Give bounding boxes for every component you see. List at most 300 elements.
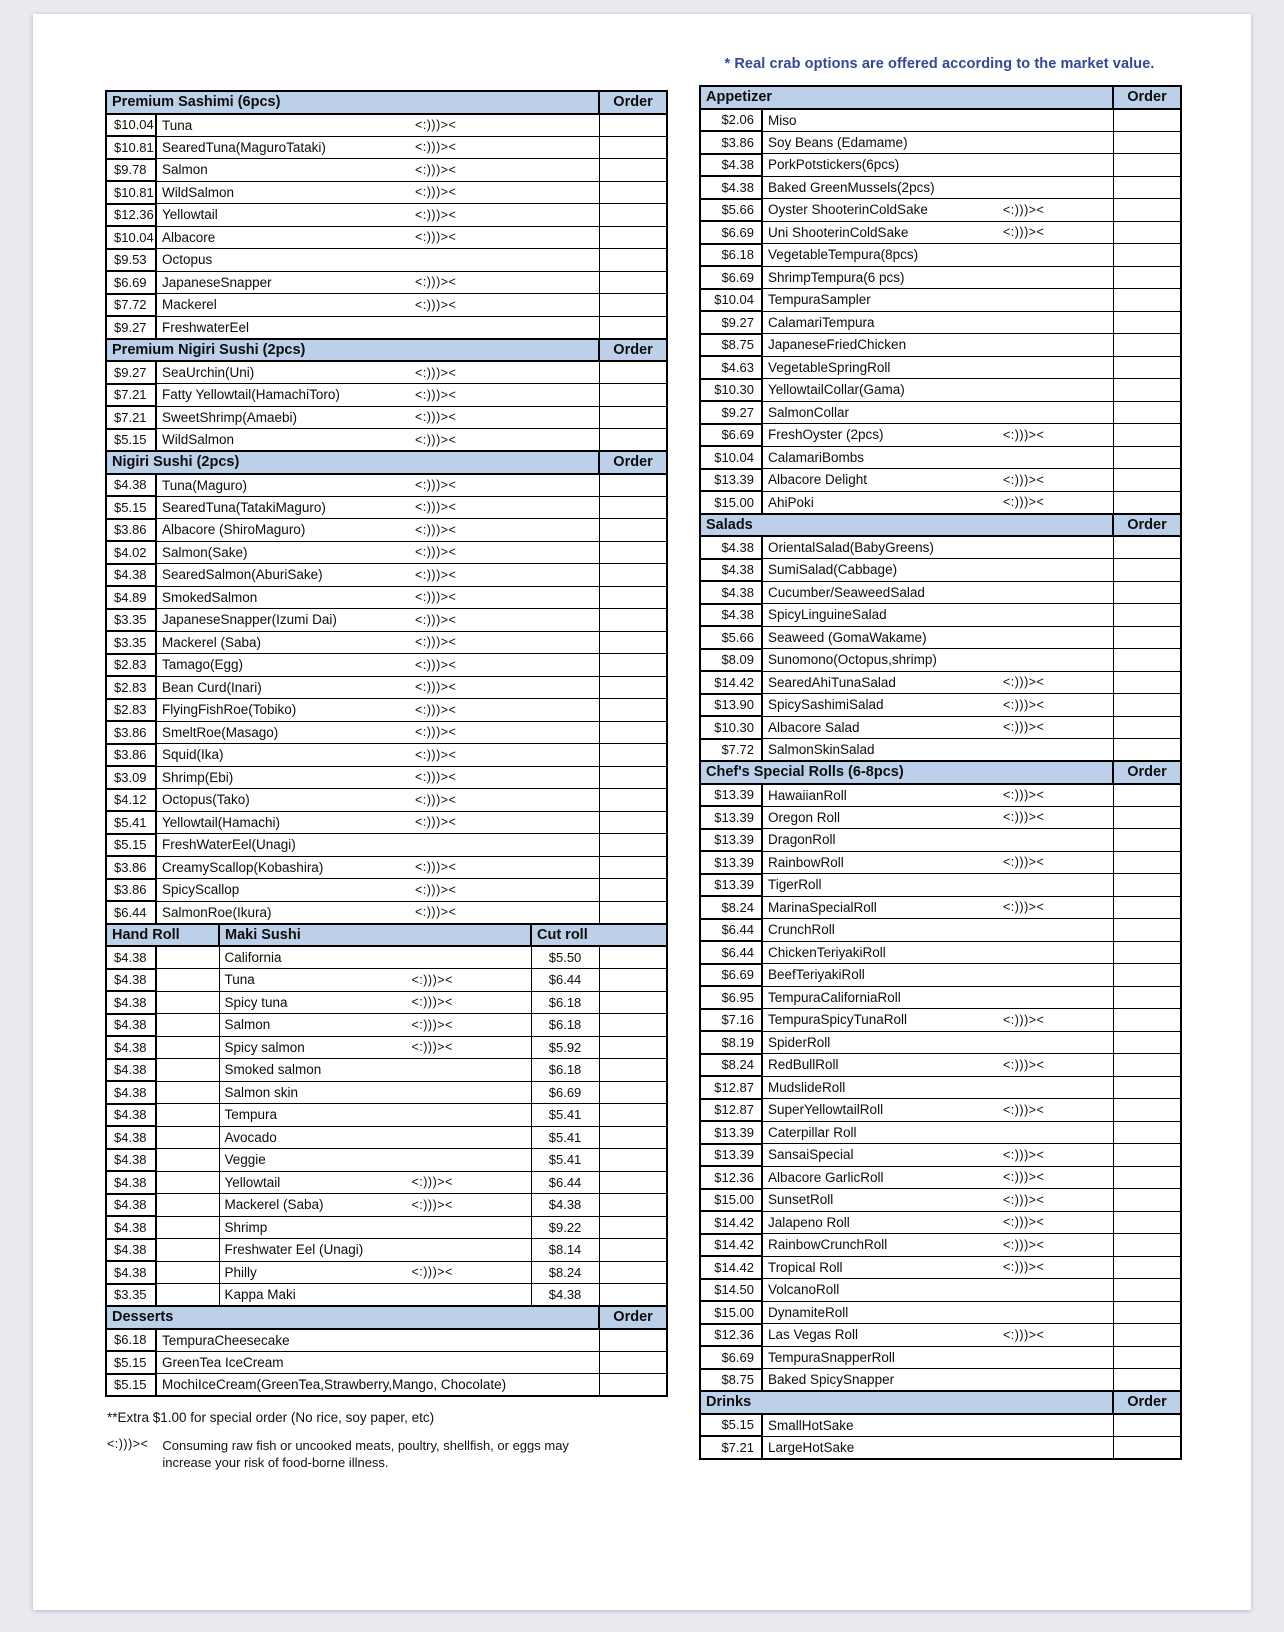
order-cell[interactable] <box>599 1239 667 1262</box>
order-cell[interactable] <box>1113 1189 1181 1212</box>
order-cell[interactable] <box>1113 649 1181 672</box>
item-name: SearedAhiTunaSalad <box>768 674 896 690</box>
order-cell[interactable] <box>1113 941 1181 964</box>
item-name: Tuna <box>224 972 255 988</box>
cut-roll-price-cell: $6.69 <box>531 1081 599 1104</box>
price-cell: $6.44 <box>700 919 762 942</box>
item-name: TigerRoll <box>768 877 822 893</box>
order-cell[interactable] <box>1113 964 1181 987</box>
order-cell[interactable] <box>599 519 667 542</box>
order-cell[interactable] <box>1113 1099 1181 1122</box>
menu-item-row <box>700 671 1181 694</box>
item-cell <box>762 401 1113 424</box>
price-cell: $3.86 <box>700 131 762 154</box>
item-cell <box>762 1301 1113 1324</box>
item-cell <box>762 446 1113 469</box>
item-cell <box>219 1059 531 1082</box>
order-cell[interactable] <box>599 766 667 789</box>
price-cell: $6.69 <box>700 964 762 987</box>
order-cell[interactable] <box>599 879 667 902</box>
order-header: Order <box>1113 514 1181 537</box>
hand-roll-price-cell: $4.38 <box>106 1126 156 1149</box>
fish-icon: <:)))>< <box>1003 788 1045 802</box>
cut-roll-price-cell: $6.44 <box>531 1171 599 1194</box>
item-name: Yellowtail(Hamachi) <box>162 814 281 830</box>
order-cell[interactable] <box>599 1014 667 1037</box>
menu-item-row <box>106 181 667 204</box>
order-cell[interactable] <box>1113 626 1181 649</box>
fish-icon: <:)))>< <box>1003 1215 1045 1230</box>
order-cell[interactable] <box>599 609 667 632</box>
hand-roll-price-cell: $4.38 <box>106 1036 156 1059</box>
item-cell <box>156 361 599 384</box>
item-cell <box>219 1104 531 1127</box>
menu-item-row <box>106 204 667 227</box>
item-name: Sunomono(Octopus,shrimp) <box>768 652 937 668</box>
price-cell: $15.00 <box>700 491 762 514</box>
price-cell: $5.15 <box>106 496 156 519</box>
price-cell: $8.75 <box>700 334 762 357</box>
item-name: SpiderRoll <box>768 1034 831 1050</box>
price-cell: $6.69 <box>700 424 762 447</box>
hand-roll-price-cell: $3.35 <box>106 1284 156 1307</box>
maki-item-row <box>106 1126 667 1149</box>
price-cell: $8.24 <box>700 896 762 919</box>
order-cell[interactable] <box>1113 401 1181 424</box>
price-cell: $2.83 <box>106 699 156 722</box>
menu-item-row <box>106 361 667 384</box>
hand-roll-price-cell: $4.38 <box>106 1239 156 1262</box>
item-cell <box>156 609 599 632</box>
order-cell[interactable] <box>599 159 667 182</box>
order-cell[interactable] <box>599 226 667 249</box>
cut-roll-price-cell: $8.14 <box>531 1239 599 1262</box>
menu-item-row <box>700 424 1181 447</box>
menu-item-row <box>700 469 1181 492</box>
menu-item-row <box>700 1121 1181 1144</box>
cut-roll-price-cell: $5.41 <box>531 1126 599 1149</box>
order-cell[interactable] <box>599 901 667 924</box>
order-cell[interactable] <box>599 1104 667 1127</box>
fish-icon: <:)))>< <box>415 207 457 222</box>
order-cell[interactable] <box>599 204 667 227</box>
spacer-cell <box>156 1059 219 1082</box>
order-cell[interactable] <box>599 1351 667 1374</box>
item-name: TempuraSnapperRoll <box>768 1349 895 1365</box>
fish-icon: <:)))>< <box>411 1265 453 1280</box>
item-cell <box>762 739 1113 762</box>
price-cell: $5.66 <box>700 626 762 649</box>
order-cell[interactable] <box>1113 829 1181 852</box>
item-name: Uni ShooterinColdSake <box>768 224 909 240</box>
order-cell[interactable] <box>1113 851 1181 874</box>
order-cell[interactable] <box>1113 1346 1181 1369</box>
order-cell[interactable] <box>599 361 667 384</box>
item-name: VegetableSpringRoll <box>768 359 891 375</box>
item-name: CalamariTempura <box>768 314 875 330</box>
order-cell[interactable] <box>599 564 667 587</box>
order-cell[interactable] <box>599 316 667 339</box>
order-cell[interactable] <box>1113 1234 1181 1257</box>
order-header: Order <box>1113 1391 1181 1414</box>
menu-item-row <box>700 851 1181 874</box>
menu-item-row <box>106 541 667 564</box>
order-cell[interactable] <box>599 1171 667 1194</box>
price-cell: $15.00 <box>700 1301 762 1324</box>
menu-item-row <box>106 811 667 834</box>
menu-item-row <box>700 379 1181 402</box>
cut-roll-price-cell: $5.92 <box>531 1036 599 1059</box>
order-cell[interactable] <box>599 1149 667 1172</box>
item-name: HawaiianRoll <box>768 787 847 803</box>
item-cell <box>762 1436 1113 1459</box>
maki-item-row <box>106 1239 667 1262</box>
item-cell <box>156 541 599 564</box>
order-cell[interactable] <box>1113 671 1181 694</box>
price-cell: $4.12 <box>106 789 156 812</box>
price-cell: $3.09 <box>106 766 156 789</box>
price-cell: $10.30 <box>700 379 762 402</box>
item-name: DynamiteRoll <box>768 1304 849 1320</box>
cut-roll-price-cell: $5.50 <box>531 946 599 969</box>
fish-icon: <:)))>< <box>415 725 457 740</box>
right-menu-column <box>699 56 1180 1460</box>
order-cell[interactable] <box>1113 469 1181 492</box>
order-cell[interactable] <box>1113 874 1181 897</box>
order-cell[interactable] <box>1113 986 1181 1009</box>
fish-icon: <:)))>< <box>1003 1260 1045 1275</box>
order-cell[interactable] <box>599 136 667 159</box>
item-cell <box>762 604 1113 627</box>
order-cell[interactable] <box>1113 784 1181 807</box>
order-cell[interactable] <box>1113 739 1181 762</box>
price-cell: $10.30 <box>700 716 762 739</box>
price-cell: $9.27 <box>106 361 156 384</box>
cut-roll-price-cell: $4.38 <box>531 1284 599 1307</box>
maki-item-row <box>106 1036 667 1059</box>
menu-page <box>33 14 1251 1610</box>
maki-item-row <box>106 1194 667 1217</box>
maki-item-row <box>106 1216 667 1239</box>
price-cell: $7.72 <box>700 739 762 762</box>
order-cell[interactable] <box>599 676 667 699</box>
cut-roll-price-cell: $6.18 <box>531 1059 599 1082</box>
fish-icon: <:)))>< <box>1003 855 1045 870</box>
item-name: YellowtailCollar(Gama) <box>768 382 905 398</box>
order-header: Order <box>599 451 667 474</box>
order-cell[interactable] <box>1113 446 1181 469</box>
section-header-row <box>106 1306 667 1329</box>
order-cell[interactable] <box>599 991 667 1014</box>
hand-roll-price-cell: $4.38 <box>106 1014 156 1037</box>
menu-item-row <box>700 739 1181 762</box>
menu-item-row <box>700 1346 1181 1369</box>
order-cell[interactable] <box>1113 536 1181 559</box>
order-cell[interactable] <box>599 834 667 857</box>
spacer-cell <box>156 1261 219 1284</box>
item-cell <box>219 1284 531 1307</box>
price-cell: $4.02 <box>106 541 156 564</box>
order-cell[interactable] <box>1113 334 1181 357</box>
item-name: Salmon <box>224 1017 271 1033</box>
item-name: SpicySashimiSalad <box>768 697 884 713</box>
price-cell: $13.39 <box>700 469 762 492</box>
price-cell: $6.44 <box>106 901 156 924</box>
item-name: Albacore GarlicRoll <box>768 1169 884 1185</box>
price-cell: $13.39 <box>700 851 762 874</box>
order-cell[interactable] <box>599 631 667 654</box>
order-cell[interactable] <box>599 496 667 519</box>
menu-item-row <box>700 874 1181 897</box>
item-cell <box>156 249 599 272</box>
order-cell[interactable] <box>599 384 667 407</box>
order-cell[interactable] <box>1113 896 1181 919</box>
order-cell[interactable] <box>1113 1054 1181 1077</box>
menu-item-row <box>106 316 667 339</box>
order-cell[interactable] <box>1113 266 1181 289</box>
order-header: Order <box>599 339 667 362</box>
item-cell <box>762 919 1113 942</box>
fish-icon: <:)))>< <box>1003 495 1045 509</box>
order-cell[interactable] <box>599 1194 667 1217</box>
price-cell: $3.86 <box>106 519 156 542</box>
order-cell[interactable] <box>1113 199 1181 222</box>
order-cell[interactable] <box>599 1261 667 1284</box>
order-cell[interactable] <box>599 271 667 294</box>
price-cell: $15.00 <box>700 1189 762 1212</box>
item-cell <box>156 676 599 699</box>
order-cell[interactable] <box>1113 1301 1181 1324</box>
order-cell[interactable] <box>1113 919 1181 942</box>
fish-icon: <:)))>< <box>415 118 457 132</box>
spacer-cell <box>156 1014 219 1037</box>
hand-roll-price-cell: $4.38 <box>106 1171 156 1194</box>
order-cell[interactable] <box>599 294 667 317</box>
item-cell <box>219 1261 531 1284</box>
item-cell <box>762 716 1113 739</box>
item-name: WildSalmon <box>162 184 235 200</box>
item-cell <box>762 1054 1113 1077</box>
order-cell[interactable] <box>599 406 667 429</box>
menu-item-row <box>106 496 667 519</box>
order-cell[interactable] <box>599 969 667 992</box>
price-cell: $6.18 <box>700 244 762 267</box>
order-cell[interactable] <box>1113 356 1181 379</box>
order-cell[interactable] <box>599 856 667 879</box>
price-cell: $3.86 <box>106 721 156 744</box>
price-cell: $14.42 <box>700 1256 762 1279</box>
hand-roll-price-cell: $4.38 <box>106 991 156 1014</box>
item-cell <box>762 244 1113 267</box>
item-name: Tropical Roll <box>768 1259 843 1275</box>
order-cell[interactable] <box>1113 221 1181 244</box>
item-name: MarinaSpecialRoll <box>768 899 877 915</box>
order-cell[interactable] <box>1113 491 1181 514</box>
order-cell[interactable] <box>599 181 667 204</box>
order-cell[interactable] <box>599 1374 667 1397</box>
item-name: Octopus(Tako) <box>162 792 250 808</box>
order-cell[interactable] <box>599 699 667 722</box>
footnote-warning-line2: increase your risk of food-borne illness. <box>162 1455 389 1470</box>
order-cell[interactable] <box>1113 1166 1181 1189</box>
fish-icon: <:)))>< <box>415 905 457 919</box>
price-cell: $7.21 <box>106 406 156 429</box>
order-cell[interactable] <box>599 789 667 812</box>
fish-icon: <:)))>< <box>1003 900 1045 915</box>
item-name: Spicy tuna <box>224 994 288 1010</box>
item-cell <box>762 874 1113 897</box>
price-cell: $4.38 <box>700 581 762 604</box>
menu-item-row <box>700 986 1181 1009</box>
order-cell[interactable] <box>1113 716 1181 739</box>
order-cell[interactable] <box>1113 1211 1181 1234</box>
item-cell <box>762 109 1113 132</box>
fish-icon: <:)))>< <box>1003 1170 1045 1185</box>
menu-item-row <box>700 1166 1181 1189</box>
order-cell[interactable] <box>1113 559 1181 582</box>
order-cell[interactable] <box>599 811 667 834</box>
price-cell: $5.15 <box>700 1414 762 1437</box>
fish-icon: <:)))>< <box>415 297 457 312</box>
order-cell[interactable] <box>1113 581 1181 604</box>
order-cell[interactable] <box>1113 1031 1181 1054</box>
spacer-cell <box>156 1216 219 1239</box>
item-cell <box>762 289 1113 312</box>
item-name: SpicyScallop <box>162 882 240 898</box>
order-cell[interactable] <box>599 1036 667 1059</box>
order-cell[interactable] <box>1113 1121 1181 1144</box>
fish-icon: <:)))>< <box>415 365 457 380</box>
menu-item-row <box>106 429 667 452</box>
item-cell <box>762 829 1113 852</box>
item-name: Tuna(Maguro) <box>162 477 248 493</box>
price-cell: $10.81 <box>106 136 156 159</box>
fish-icon: <:)))>< <box>415 792 457 807</box>
order-cell[interactable] <box>1113 379 1181 402</box>
order-cell[interactable] <box>1113 1324 1181 1347</box>
item-name: ChickenTeriyakiRoll <box>768 944 886 960</box>
item-name: FreshwaterEel <box>162 319 250 335</box>
order-cell[interactable] <box>599 1126 667 1149</box>
menu-item-row <box>106 226 667 249</box>
item-name: VegetableTempura(8pcs) <box>768 247 919 263</box>
order-cell[interactable] <box>1113 176 1181 199</box>
order-cell[interactable] <box>1113 1144 1181 1167</box>
order-cell[interactable] <box>1113 1076 1181 1099</box>
order-cell[interactable] <box>1113 1279 1181 1302</box>
item-name: CrunchRoll <box>768 922 835 938</box>
menu-item-row <box>700 716 1181 739</box>
menu-item-row <box>700 131 1181 154</box>
order-cell[interactable] <box>599 474 667 497</box>
item-cell <box>762 1369 1113 1392</box>
item-cell <box>762 964 1113 987</box>
order-cell[interactable] <box>599 1081 667 1104</box>
section-title: Premium Sashimi (6pcs) <box>106 91 599 114</box>
price-cell: $5.15 <box>106 1374 156 1397</box>
order-cell[interactable] <box>599 586 667 609</box>
order-cell[interactable] <box>1113 604 1181 627</box>
item-name: SearedSalmon(AburiSake) <box>162 567 323 583</box>
order-cell[interactable] <box>599 429 667 452</box>
item-name: SearedTuna(TatakiMaguro) <box>162 499 326 515</box>
menu-item-row <box>700 626 1181 649</box>
hand-roll-price-cell: $4.38 <box>106 1104 156 1127</box>
menu-item-row <box>106 474 667 497</box>
item-cell <box>762 311 1113 334</box>
item-name: LargeHotSake <box>768 1439 855 1455</box>
order-cell[interactable] <box>1113 1256 1181 1279</box>
order-cell[interactable] <box>599 1216 667 1239</box>
item-name: SmallHotSake <box>768 1417 854 1433</box>
order-cell[interactable] <box>1113 1009 1181 1032</box>
order-cell[interactable] <box>599 249 667 272</box>
item-name: CreamyScallop(Kobashira) <box>162 859 324 875</box>
item-cell <box>762 1009 1113 1032</box>
spacer-cell <box>156 1149 219 1172</box>
menu-item-row <box>700 1009 1181 1032</box>
item-name: RainbowRoll <box>768 854 844 870</box>
order-cell[interactable] <box>1113 694 1181 717</box>
order-cell[interactable] <box>599 654 667 677</box>
order-cell[interactable] <box>1113 1369 1181 1392</box>
item-cell <box>156 721 599 744</box>
order-cell[interactable] <box>1113 1414 1181 1437</box>
order-cell[interactable] <box>1113 311 1181 334</box>
maki-item-row <box>106 1014 667 1037</box>
item-cell <box>762 1256 1113 1279</box>
fish-icon: <:)))>< <box>415 185 457 200</box>
order-cell[interactable] <box>1113 806 1181 829</box>
fish-icon: <:)))>< <box>415 747 457 762</box>
order-cell[interactable] <box>599 721 667 744</box>
cut-roll-price-cell: $6.18 <box>531 1014 599 1037</box>
order-cell[interactable] <box>599 1329 667 1352</box>
order-cell[interactable] <box>1113 1436 1181 1459</box>
menu-item-row <box>700 649 1181 672</box>
menu-item-row <box>106 249 667 272</box>
order-cell[interactable] <box>1113 244 1181 267</box>
price-cell: $7.21 <box>700 1436 762 1459</box>
fish-icon: <:)))>< <box>415 567 457 582</box>
price-cell: $2.83 <box>106 654 156 677</box>
item-name: Shrimp <box>224 1219 268 1235</box>
price-cell: $4.38 <box>700 176 762 199</box>
order-cell[interactable] <box>599 1284 667 1307</box>
order-cell[interactable] <box>1113 289 1181 312</box>
order-cell[interactable] <box>1113 154 1181 177</box>
order-cell[interactable] <box>1113 424 1181 447</box>
fish-icon: <:)))>< <box>411 1175 453 1190</box>
item-name: Yellowtail <box>162 207 218 223</box>
menu-item-row <box>106 384 667 407</box>
item-name: SuperYellowtailRoll <box>768 1102 884 1118</box>
item-name: Soy Beans (Edamame) <box>768 134 908 150</box>
item-cell <box>156 496 599 519</box>
hand-roll-price-cell: $4.38 <box>106 1149 156 1172</box>
fish-icon: <:)))>< <box>415 657 457 672</box>
order-cell[interactable] <box>599 1059 667 1082</box>
order-cell[interactable] <box>599 744 667 767</box>
order-cell[interactable] <box>599 946 667 969</box>
order-cell[interactable] <box>1113 131 1181 154</box>
item-cell <box>762 1324 1113 1347</box>
order-cell[interactable] <box>599 114 667 137</box>
order-cell[interactable] <box>599 541 667 564</box>
menu-item-row <box>700 829 1181 852</box>
menu-item-row <box>700 784 1181 807</box>
order-cell[interactable] <box>1113 109 1181 132</box>
